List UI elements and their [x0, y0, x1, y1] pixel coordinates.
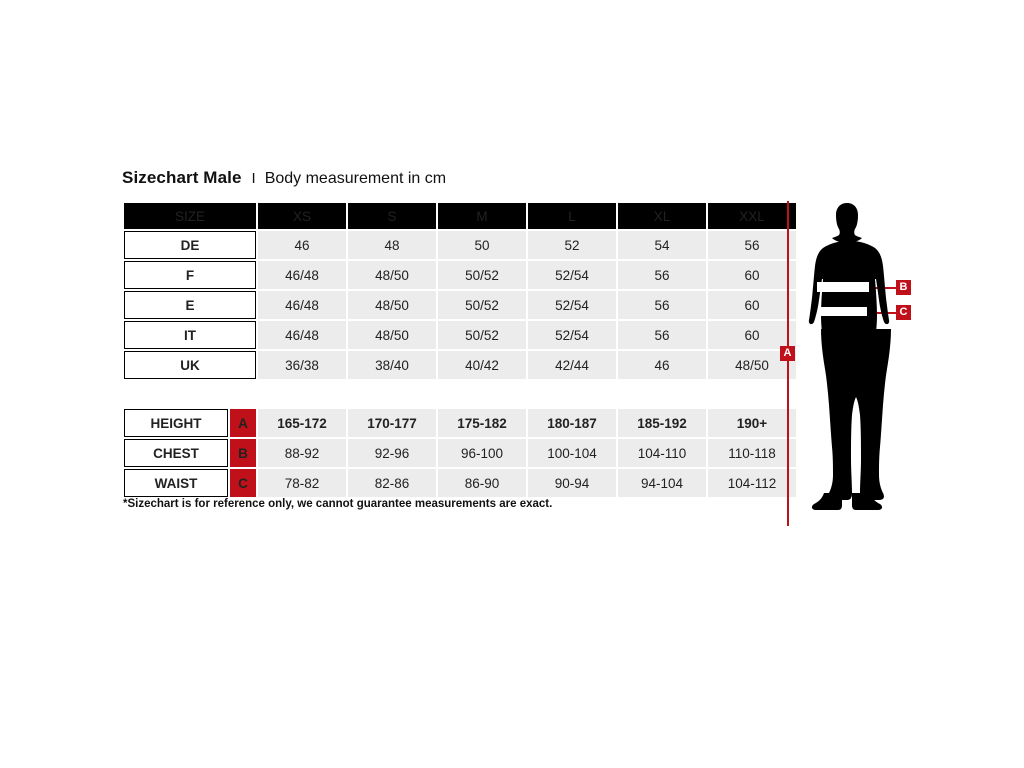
- cell-uk-l: 42/44: [528, 351, 616, 379]
- cell-height-xs: 165-172: [258, 409, 346, 437]
- cell-de-xxl: 56: [708, 231, 796, 259]
- row-label-de: DE: [124, 231, 256, 259]
- cell-de-xs: 46: [258, 231, 346, 259]
- figure-marker-b: B: [896, 280, 911, 295]
- header-cell-l: L: [528, 203, 616, 229]
- cell-uk-xl: 46: [618, 351, 706, 379]
- spacer-cell: [124, 381, 796, 407]
- table-row: [124, 351, 796, 379]
- cell-f-s: 48/50: [348, 261, 436, 289]
- male-silhouette-icon: [802, 201, 892, 526]
- cell-chest-s: 92-96: [348, 439, 436, 467]
- cell-waist-xs: 78-82: [258, 469, 346, 497]
- cell-height-l: 180-187: [528, 409, 616, 437]
- cell-chest-xxl: 110-118: [708, 439, 796, 467]
- footnote: *Sizechart is for reference only, we cannot guarantee measurements are exact.: [123, 498, 553, 510]
- cell-it-xl: 56: [618, 321, 706, 349]
- cell-de-s: 48: [348, 231, 436, 259]
- marker-letter-c: C: [230, 469, 256, 497]
- cell-chest-xl: 104-110: [618, 439, 706, 467]
- marker-letter-b: B: [230, 439, 256, 467]
- table-row: [124, 439, 796, 467]
- cell-chest-m: 96-100: [438, 439, 526, 467]
- cell-e-xl: 56: [618, 291, 706, 319]
- cell-de-m: 50: [438, 231, 526, 259]
- cell-it-s: 48/50: [348, 321, 436, 349]
- cell-waist-m: 86-90: [438, 469, 526, 497]
- sizechart-container: [122, 168, 912, 528]
- table-row: [124, 231, 796, 259]
- cell-f-xl: 56: [618, 261, 706, 289]
- cell-e-xs: 46/48: [258, 291, 346, 319]
- header-cell-xl: XL: [618, 203, 706, 229]
- table-header-row: [124, 203, 796, 229]
- cell-f-m: 50/52: [438, 261, 526, 289]
- cell-it-xxl: 60: [708, 321, 796, 349]
- row-label-height: HEIGHT: [124, 409, 228, 437]
- header-cell-xxl: XXL: [708, 203, 796, 229]
- cell-de-l: 52: [528, 231, 616, 259]
- marker-letter-a: A: [230, 409, 256, 437]
- cell-f-l: 52/54: [528, 261, 616, 289]
- cell-uk-xxl: 48/50: [708, 351, 796, 379]
- header-cell-s: S: [348, 203, 436, 229]
- cell-uk-m: 40/42: [438, 351, 526, 379]
- cell-it-xs: 46/48: [258, 321, 346, 349]
- cell-height-xxl: 190+: [708, 409, 796, 437]
- row-label-chest: CHEST: [124, 439, 228, 467]
- row-label-e: E: [124, 291, 256, 319]
- waist-measure-band: [819, 307, 867, 316]
- cell-e-xxl: 60: [708, 291, 796, 319]
- cell-waist-xl: 94-104: [618, 469, 706, 497]
- cell-uk-xs: 36/38: [258, 351, 346, 379]
- cell-e-s: 48/50: [348, 291, 436, 319]
- cell-de-xl: 54: [618, 231, 706, 259]
- row-label-uk: UK: [124, 351, 256, 379]
- cell-chest-l: 100-104: [528, 439, 616, 467]
- cell-it-l: 52/54: [528, 321, 616, 349]
- cell-f-xs: 46/48: [258, 261, 346, 289]
- cell-height-s: 170-177: [348, 409, 436, 437]
- sizechart-table: [122, 201, 798, 499]
- cell-height-m: 175-182: [438, 409, 526, 437]
- cell-waist-s: 82-86: [348, 469, 436, 497]
- title-separator: I: [251, 170, 256, 187]
- chest-measure-band: [817, 282, 869, 292]
- table-row: [124, 291, 796, 319]
- cell-e-m: 50/52: [438, 291, 526, 319]
- cell-waist-l: 90-94: [528, 469, 616, 497]
- table-row: [124, 261, 796, 289]
- body-figure: [762, 201, 912, 526]
- header-cell-xs: XS: [258, 203, 346, 229]
- figure-marker-c: C: [896, 305, 911, 320]
- cell-f-xxl: 60: [708, 261, 796, 289]
- cell-waist-xxl: 104-112: [708, 469, 796, 497]
- cell-it-m: 50/52: [438, 321, 526, 349]
- height-axis-line: [787, 201, 789, 526]
- figure-marker-a: A: [780, 346, 795, 361]
- title-main: Sizechart Male: [122, 168, 242, 187]
- header-cell-m: M: [438, 203, 526, 229]
- cell-e-l: 52/54: [528, 291, 616, 319]
- title-subtitle: Body measurement in cm: [264, 170, 447, 187]
- row-label-it: IT: [124, 321, 256, 349]
- cell-height-xl: 185-192: [618, 409, 706, 437]
- table-row: [124, 469, 796, 497]
- row-label-f: F: [124, 261, 256, 289]
- row-label-waist: WAIST: [124, 469, 228, 497]
- table-row: [124, 409, 796, 437]
- table-spacer: [124, 381, 796, 407]
- chart-title: [122, 168, 446, 188]
- header-size-label: SIZE: [124, 203, 256, 229]
- cell-chest-xs: 88-92: [258, 439, 346, 467]
- table-row: [124, 321, 796, 349]
- cell-uk-s: 38/40: [348, 351, 436, 379]
